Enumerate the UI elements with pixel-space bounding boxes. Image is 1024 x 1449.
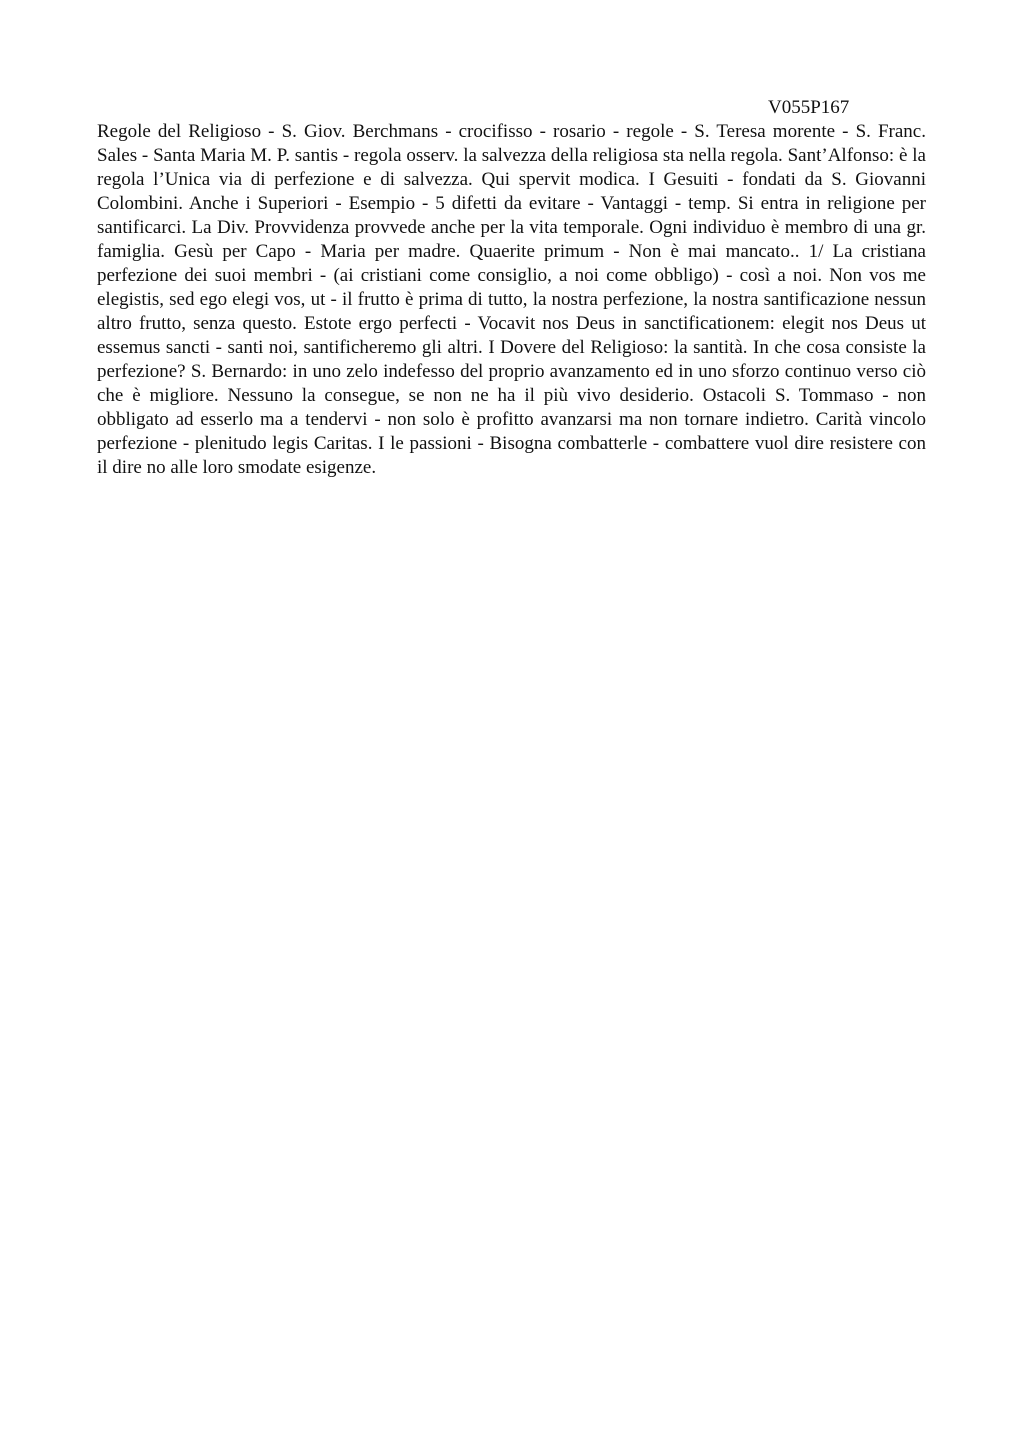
page-identifier: V055P167: [768, 97, 850, 118]
body-paragraph: Regole del Religioso - S. Giov. Berchmans - crocifisso - rosario - regole - S. Teresa morente - S. Franc. Sales - Santa Maria M. P. santis - regola osserv. la salvezza della religiosa sta nella regola. Sant’Alfonso: è la regola l’Unica via di perfezione e di salvezza. Qui spervit modica. I Gesuiti - fondati da S. Giovanni Colombini. Anche i Superiori - Esempio - 5 difetti da evitare - Vantaggi - temp. Si entra in religione per santificarci. La Div. Provvidenza provvede anche per la vita temporale. Ogni individuo è membro di una gr. famiglia. Gesù per Capo - Maria per madre. Quaerite primum - Non è mai mancato.. 1/ La cristiana perfezione dei suoi membri - (ai cristiani come consiglio, a noi come obbligo) - così a noi. Non vos me elegistis, sed ego elegi vos, ut - il frutto è prima di tutto, la nostra perfezione, la nostra santificazione nessun altro frutto, senza questo. Estote ergo perfecti - Vocavit nos Deus in sanctificationem: elegit nos Deus ut essemus sancti - santi noi, santificheremo gli altri. I Dovere del Religioso: la santità. In che cosa consiste la perfezione? S. Bernardo: in uno zelo indefesso del proprio avanzamento ed in uno sforzo continuo verso ciò che è migliore. Nessuno la consegue, se non ne ha il più vivo desiderio. Ostacoli S. Tommaso - non obbligato ad esserlo ma a tendervi - non solo è profitto avanzarsi ma non tornare indietro. Carità vincolo perfezione - plenitudo legis Caritas. I le passioni - Bisogna combatterle - combattere vuol dire resistere con il dire no alle loro smodate esigenze.: [97, 121, 926, 478]
